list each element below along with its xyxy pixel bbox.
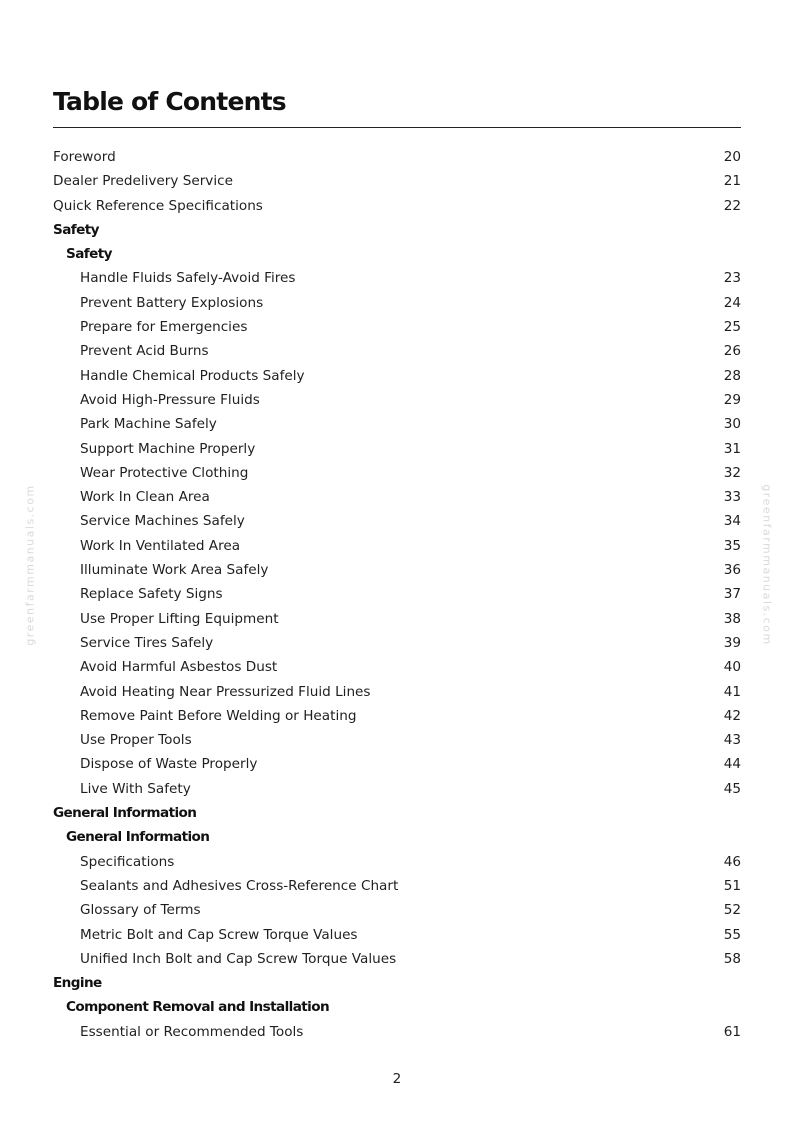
toc-entry-page: 37 xyxy=(723,586,741,603)
toc-entry[interactable] xyxy=(53,631,741,655)
toc-entry[interactable] xyxy=(53,291,741,315)
toc-entry-page: 34 xyxy=(723,513,741,530)
toc-section-label: Safety xyxy=(66,246,112,263)
toc-entry-label: Service Machines Safely xyxy=(80,513,245,530)
toc-entry[interactable] xyxy=(53,898,741,922)
toc-entry[interactable] xyxy=(53,388,741,412)
toc-entry-page: 26 xyxy=(723,343,741,360)
toc-entry[interactable] xyxy=(53,169,741,193)
toc-entry-page: 45 xyxy=(723,780,741,797)
toc-entry-label: Avoid High-Pressure Fluids xyxy=(80,391,260,408)
toc-entry-page: 24 xyxy=(723,294,741,311)
toc-entry-label: Quick Reference Specifications xyxy=(53,197,263,214)
toc-entry-page: 58 xyxy=(723,950,741,967)
toc-entry-label: Replace Safety Signs xyxy=(80,586,223,603)
toc-entry-page: 36 xyxy=(723,562,741,579)
toc-entry-label: Remove Paint Before Welding or Heating xyxy=(80,707,357,724)
toc-entry[interactable] xyxy=(53,437,741,461)
toc-entry-page: 52 xyxy=(723,902,741,919)
toc-section-label: Engine xyxy=(53,975,102,992)
toc-entry[interactable] xyxy=(53,485,741,509)
toc-entry-label: Specifications xyxy=(80,853,175,870)
toc-entry[interactable] xyxy=(53,850,741,874)
toc-entry-page: 51 xyxy=(723,877,741,894)
toc-entry[interactable] xyxy=(53,194,741,218)
toc-entry[interactable] xyxy=(53,534,741,558)
toc-entry-page: 21 xyxy=(723,173,741,190)
toc-section-label: General Information xyxy=(66,829,210,846)
toc-list xyxy=(53,145,741,1044)
toc-section-heading xyxy=(53,218,741,242)
toc-entry-page: 38 xyxy=(723,610,741,627)
toc-section-label: Component Removal and Installation xyxy=(66,999,330,1016)
toc-entry[interactable] xyxy=(53,145,741,169)
page-number: 2 xyxy=(392,1071,402,1087)
toc-entry[interactable] xyxy=(53,752,741,776)
toc-entry-page: 35 xyxy=(723,537,741,554)
toc-entry[interactable] xyxy=(53,655,741,679)
toc-entry-label: Handle Fluids Safely-Avoid Fires xyxy=(80,270,296,287)
toc-entry[interactable] xyxy=(53,558,741,582)
toc-entry-label: Sealants and Adhesives Cross-Reference Chart xyxy=(80,877,399,894)
page-title: Table of Contents xyxy=(53,87,286,116)
toc-entry[interactable] xyxy=(53,461,741,485)
toc-entry-label: Avoid Heating Near Pressurized Fluid Lines xyxy=(80,683,371,700)
toc-entry-label: Use Proper Lifting Equipment xyxy=(80,610,279,627)
toc-entry[interactable] xyxy=(53,266,741,290)
toc-entry-page: 42 xyxy=(723,707,741,724)
toc-entry-label: Essential or Recommended Tools xyxy=(80,1023,304,1040)
watermark-right: greenfarmmanuals.com xyxy=(760,484,774,646)
toc-entry-page: 43 xyxy=(723,732,741,749)
toc-entry-page: 41 xyxy=(723,683,741,700)
toc-entry-label: Use Proper Tools xyxy=(80,732,192,749)
toc-entry-label: Work In Ventilated Area xyxy=(80,537,241,554)
toc-entry[interactable] xyxy=(53,947,741,971)
toc-entry-label: Work In Clean Area xyxy=(80,489,210,506)
toc-entry-label: Foreword xyxy=(53,149,116,165)
toc-entry-label: Wear Protective Clothing xyxy=(80,464,249,481)
toc-entry-page: 39 xyxy=(723,634,741,651)
toc-entry[interactable] xyxy=(53,923,741,947)
toc-entry-label: Dispose of Waste Properly xyxy=(80,756,258,773)
toc-entry-label: Support Machine Properly xyxy=(80,440,256,457)
toc-entry-page: 30 xyxy=(723,416,741,433)
toc-entry[interactable] xyxy=(53,509,741,533)
toc-entry-label: Park Machine Safely xyxy=(80,416,217,433)
toc-entry-page: 55 xyxy=(723,926,741,943)
toc-entry[interactable] xyxy=(53,607,741,631)
toc-entry-page: 46 xyxy=(723,853,741,870)
toc-section-heading xyxy=(53,971,741,995)
toc-entry[interactable] xyxy=(53,412,741,436)
toc-section-label: General Information xyxy=(53,805,197,822)
toc-entry[interactable] xyxy=(53,364,741,388)
toc-entry-label: Prevent Acid Burns xyxy=(80,343,209,360)
toc-entry-label: Prevent Battery Explosions xyxy=(80,294,264,311)
watermark-left: greenfarmmanuals.com xyxy=(23,484,37,646)
toc-entry-page: 28 xyxy=(723,367,741,384)
toc-entry-label: Avoid Harmful Asbestos Dust xyxy=(80,659,278,676)
toc-entry-label: Illuminate Work Area Safely xyxy=(80,562,269,579)
toc-entry-page: 20 xyxy=(723,149,741,165)
toc-entry-page: 44 xyxy=(723,756,741,773)
toc-entry-label: Metric Bolt and Cap Screw Torque Values xyxy=(80,926,358,943)
toc-entry[interactable] xyxy=(53,315,741,339)
toc-entry[interactable] xyxy=(53,680,741,704)
toc-entry-label: Glossary of Terms xyxy=(80,902,201,919)
toc-section-heading xyxy=(53,242,741,266)
toc-entry-page: 29 xyxy=(723,391,741,408)
toc-entry-page: 33 xyxy=(723,489,741,506)
toc-entry[interactable] xyxy=(53,1020,741,1044)
toc-section-heading xyxy=(53,801,741,825)
toc-entry-label: Dealer Predelivery Service xyxy=(53,173,233,190)
toc-entry-page: 31 xyxy=(723,440,741,457)
toc-entry-page: 22 xyxy=(723,197,741,214)
toc-entry[interactable] xyxy=(53,777,741,801)
toc-entry-page: 61 xyxy=(723,1023,741,1040)
toc-entry[interactable] xyxy=(53,874,741,898)
toc-entry-label: Live With Safety xyxy=(80,780,191,797)
toc-entry[interactable] xyxy=(53,728,741,752)
toc-entry[interactable] xyxy=(53,339,741,363)
toc-entry-label: Prepare for Emergencies xyxy=(80,319,248,336)
toc-section-heading xyxy=(53,825,741,849)
toc-entry[interactable] xyxy=(53,582,741,606)
toc-section-heading xyxy=(53,995,741,1019)
title-divider xyxy=(53,127,741,128)
toc-entry-page: 25 xyxy=(723,319,741,336)
toc-entry-label: Unified Inch Bolt and Cap Screw Torque Values xyxy=(80,950,397,967)
toc-entry-page: 23 xyxy=(723,270,741,287)
toc-section-label: Safety xyxy=(53,221,99,238)
toc-entry-label: Handle Chemical Products Safely xyxy=(80,367,305,384)
toc-entry[interactable] xyxy=(53,704,741,728)
toc-entry-page: 40 xyxy=(723,659,741,676)
toc-entry-page: 32 xyxy=(723,464,741,481)
toc-entry-label: Service Tires Safely xyxy=(80,634,214,651)
